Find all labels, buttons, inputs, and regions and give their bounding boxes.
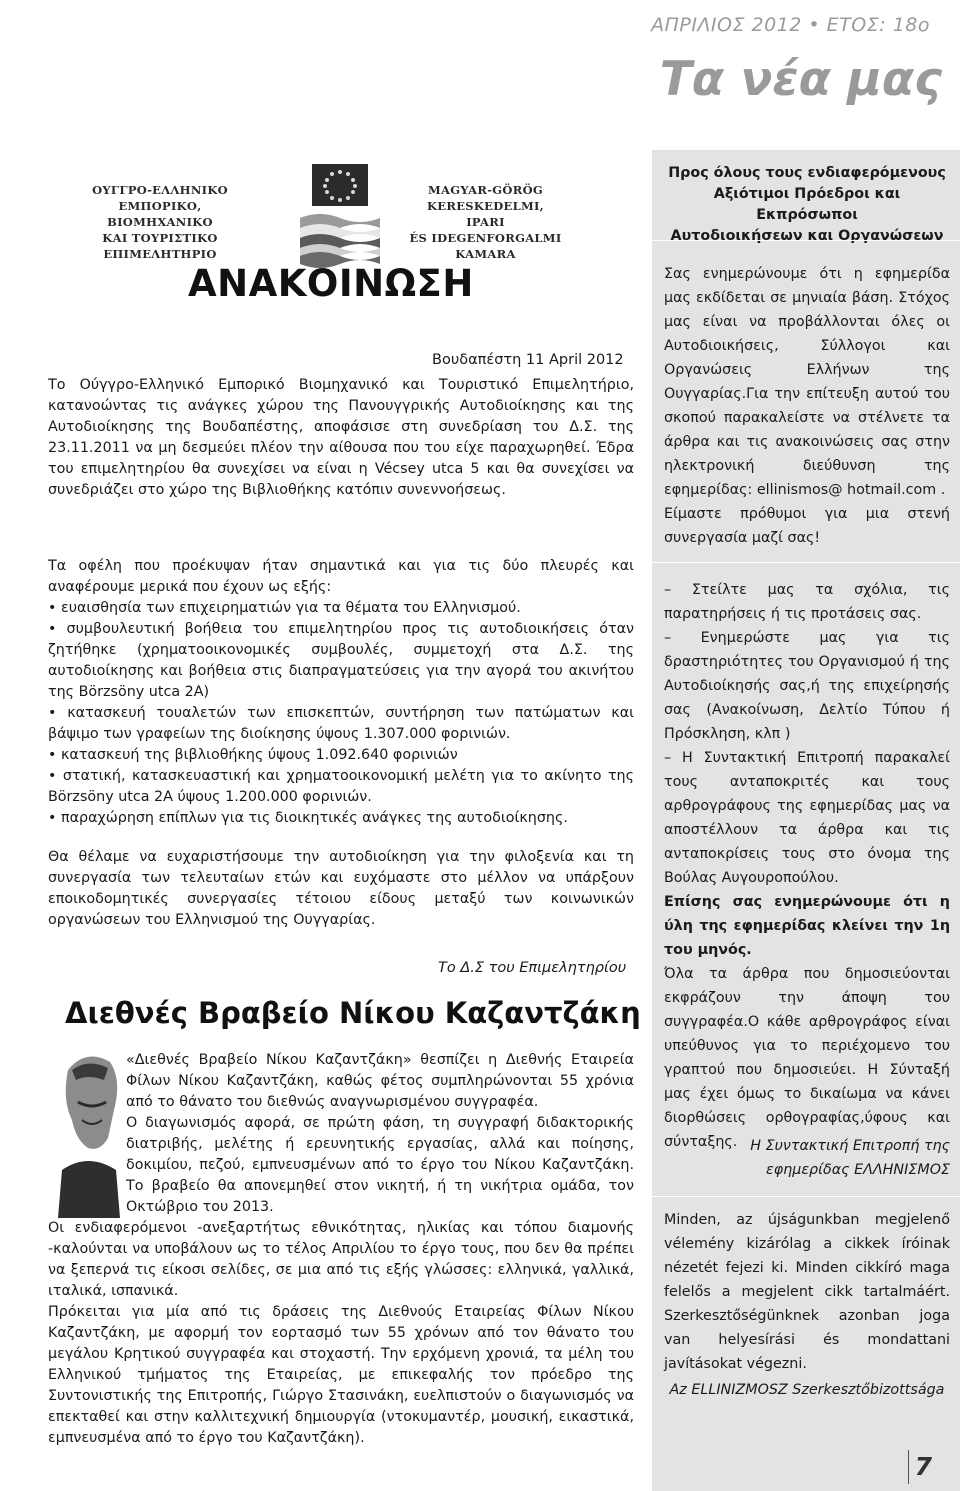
list-item: • ευαισθησία των επιχειρηματιών για τα θέματα του Ελληνισμού.: [48, 600, 521, 616]
announcement-paragraph: Θα θέλαμε να ευχαριστήσουμε την αυτοδιοίκηση για την φιλοξενία και τη συνεργασία των τελευταίων ετών και ευχόμαστε στο μέλλον να υπάρξουν εποικοδομητικές συνεργασίες τέτοιου είδους μεταξύ των κοινωνικών οργανώσεων του Ελληνισμού της Ουγγαρίας.: [48, 849, 634, 928]
award-title: Διεθνές Βραβείο Νίκου Καζαντζάκη: [65, 996, 641, 1030]
list-item: – Ενημερώστε μας για τις δραστηριότητες του Οργανισμού ή της Αυτοδιοίκησής σας,ή της επιχείρησής σας (Ανακοίνωση, Δελτίο Τύπου ή Πρόσκληση, κλπ ): [664, 630, 950, 742]
issue-date: ΑΠΡΙΛΙΟΣ 2012 • ΕΤΟΣ: 18ο: [651, 14, 930, 36]
sidebar-intro: Σας ενημερώνουμε ότι η εφημερίδα μας εκδίδεται σε μηνιαία βάση. Στόχος μας είναι να προβάλλονται όλες οι Αυτοδιοικήσεις, Σύλλογοι και Οργανώσεις Ελλήνων της Ουγγαρίας.Για την επίτευξη αυτού του σκοπού παρακαλείστε να στέλνετε τα άρθρα και τις ανακοινώσεις σας στην ηλεκτρονική διεύθυνση της εφημερίδας: ellinismos@ hotmail.com . Είμαστε πρόθυμοι για μια στενή συνεργασία μαζί σας!: [664, 262, 950, 550]
greek-chamber-logo: ΟΥΓΓΡΟ-ΕΛΛΗΝΙΚΟ ΕΜΠΟΡΙΚΟ, ΒΙΟΜΗΧΑΝΙΚΟ ΚΑΙ ΤΟΥΡΙΣΤΙΚΟ ΕΠΙΜΕΛΗΤΗΡΙΟ: [92, 183, 228, 261]
sidebar-hungarian-signature: Az ELLINIZMOSZ Szerkesztőbizottsága: [669, 1382, 945, 1398]
list-item: – Η Συντακτική Επιτροπή παρακαλεί τους ανταποκριτές και τους αρθρογράφους της εφημερίδας μας να αποστέλλουν τα άρθρα και τις ανταποκρίσεις τους στο όνομα της Βούλας Αυγουροπούλου.: [664, 750, 950, 886]
sidebar-items: [664, 578, 950, 1154]
list-item: • συμβουλευτική βοήθεια του επιμελητηρίου προς τις αυτοδιοικήσεις όταν ζητήθηκε (χρηματοοικονομικές συμβουλές, συμμετοχή στα Δ.Σ. της αυτοδιοίκησης και βοήθεια στις διαπραγματεύσεις για την αγορά του ακινήτου της Börzsöny utca 2A): [48, 621, 634, 700]
thanks-section: [48, 847, 634, 931]
list-item: • κατασκευή της βιβλιοθήκης ύψους 1.092.640 φορινιών: [48, 747, 458, 763]
award-body: [48, 1050, 634, 1449]
hungarian-chamber-logo: MAGYAR-GÖRÖG KERESKEDELMI, IPARI ÉS IDEGENFORGALMI KAMARA: [409, 183, 562, 261]
announcement-body: [48, 375, 634, 501]
announcement-signoff: Το Δ.Σ του Επιμελητηρίου: [438, 960, 627, 976]
sidebar-divider: [652, 240, 960, 241]
list-item: • παραχώρηση επίπλων για τις διοικητικές ανάγκες της αυτοδιοίκησης.: [48, 810, 568, 826]
list-item: • στατική, κατασκευαστική και χρηματοοικονομική μελέτη για το ακίνητο της Börzsöny utca 2A ύψους 1.200.000 φορινιών.: [48, 768, 634, 805]
sidebar-signature: Η Συντακτική Επιτροπή της εφημερίδας ΕΛΛΗΝΙΣΜΟΣ: [750, 1138, 950, 1178]
announcement-title: ΑΝΑΚΟΙΝΩΣΗ: [188, 262, 474, 305]
benefits-section: [48, 556, 634, 829]
sidebar-heading: Προς όλους τους ενδιαφερόμενους Αξιότιμοι Πρόεδροι και Εκπρόσωποι Αυτοδιοικήσεων και Οργανώσεων: [668, 165, 946, 244]
sidebar-hungarian-text: Minden, az újságunkban megjelenő vélemény kizárólag a cikkek íróinak nézetét fejezi ki. Minden cikkíró maga felelős a megjelent cikk tartalmáért. Szerkesztőségünknek azonban joga van helyesírási és mondattani javításokat végezni.: [664, 1212, 950, 1372]
page-number: 7: [914, 1452, 932, 1481]
announcement-paragraph: Το Ούγγρο-Ελληνικό Εμπορικό Βιομηχανικό και Τουριστικό Επιμελητήριο, κατανοώντας τις ανάγκες χώρου της Πανουγγρικής Αυτοδιοίκησης και της Αυτοδιοίκησης της Βουδαπέστης, αποφάσισε στη συνεδρίαση του Δ.Σ. της 23.11.2011 να μη δεσμεύει πλέον την αίθουσα που του είχε παραχωρηθεί. Έδρα του επιμελητηρίου θα συνεχίσει να είναι η Vécsey utca 5 και θα συνεχίσει να συνεδριάζει στο χώρο της Βιβλιοθήκης κατόπιν συνεννοήσεως.: [48, 377, 634, 498]
award-paragraph: Πρόκειται για μία από τις δράσεις της Διεθνούς Εταιρείας Φίλων Νίκου Καζαντζάκη, με αφορμή τον εορτασμό των 55 χρόνων από τον θάνατο του μεγάλου Κρητικού συγγραφέα και στοχαστή. Την ερχόμενη χρονιά, τα μέλη του Ελληνικού τμήματος της Εταιρείας, με επικεφαλής τον πρόεδρο της Συντονιστικής της Επιτροπής, Γιώργο Στασινάκη, ευελπιστούν ο διαγωνισμός να επεκταθεί και στην καλλιτεχνική δημιουργία (ντοκυμαντέρ, μουσική, εικαστικά, εμπνευσμένα από το έργο του Καζαντζάκη).: [48, 1304, 634, 1446]
award-paragraph: «Διεθνές Βραβείο Νίκου Καζαντζάκη» θεσπίζει η Διεθνής Εταιρεία Φίλων Νίκου Καζαντζάκη, καθώς φέτος συμπληρώνονται 55 χρόνια από το θάνατο του διεθνώς αναγνωρισμένου συγγραφέα.: [126, 1052, 634, 1110]
sidebar-notice: Επίσης σας ενημερώνουμε ότι η ύλη της εφημερίδας κλείνει την 1η του μηνός.: [664, 894, 950, 958]
announcement-dateline: Βουδαπέστη 11 April 2012: [432, 352, 624, 368]
flags-emblem-icon: [290, 160, 390, 270]
sidebar-divider: [652, 562, 960, 563]
announcement-paragraph: Τα οφέλη που προέκυψαν ήταν σημαντικά και για τις δύο πλευρές και αναφέρουμε μερικά που έχουν ως εξής:: [48, 558, 634, 595]
sidebar-offer: Είμαστε πρόθυμοι για μια στενή συνεργασία μαζί σας!: [664, 506, 950, 546]
sidebar-disclaimer: Όλα τα άρθρα που δημοσιεύονται εκφράζουν την άποψη του συγγραφέα.Ο κάθε αρθρογράφος είναι υπεύθυνος για το περιέχομενο του γραπτού που δημοσιεύει. Η Σύνταξή μας έχει όμως το δικαίωμα να κάνει διορθώσεις ορθογραφίας,ύφους και σύνταξης.: [664, 966, 950, 1150]
award-paragraph: Ο διαγωνισμός αφορά, σε πρώτη φάση, τη συγγραφή διδακτορικής διατριβής, μελέτης ή ερευνητικής εργασίας, αλλά και ποίησης, δοκιμίου, πεζού, εμπνευσμένων από το έργο του Νίκου Καζαντζάκη. Το βραβείο θα απονεμηθεί στον νικητή, ή τη νικήτρια ομάδα, τον Οκτώβριο του 2013.: [126, 1115, 634, 1215]
list-item: – Στείλτε μας τα σχόλια, τις παρατηρήσεις ή τις προτάσεις σας.: [664, 582, 950, 622]
sidebar-divider: [652, 1196, 960, 1197]
award-paragraph: Οι ενδιαφερόμενοι -ανεξαρτήτως εθνικότητας, ηλικίας και τόπου διαμονής -καλούνται να υποβάλουν ως το τέλος Απριλίου το έργο τους, που δεν θα πρέπει να ξεπερνά τις είκοσι σελίδες, σε μια από τις εξής γλώσσες: ελληνικά, γαλλικά, ιταλικά, ισπανικά.: [48, 1220, 634, 1299]
section-title: Τα νέα μας: [659, 52, 942, 107]
page-number-rule: [908, 1450, 909, 1484]
list-item: • κατασκευή τουαλετών των επισκεπτών, συντήρηση των πατώματων και βάψιμο των γραφείων της διοίκησης ύψους 1.307.000 φορινιών.: [48, 705, 634, 742]
